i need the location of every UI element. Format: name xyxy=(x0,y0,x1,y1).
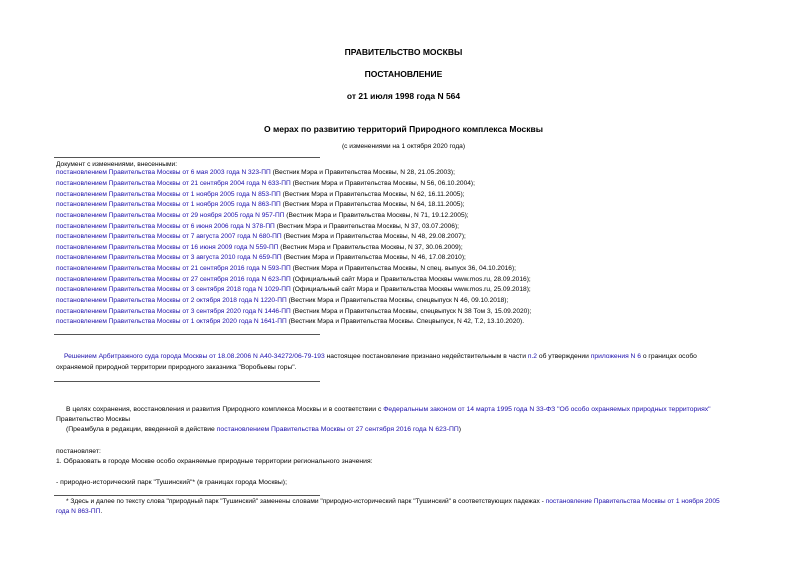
amendment-source: (Вестник Мэра и Правительства Москвы, N 56, 06.10.2004); xyxy=(290,180,475,187)
list-item xyxy=(56,180,475,187)
amendment-source: (Вестник Мэра и Правительства Москвы, N 71, 19.12.2005); xyxy=(284,212,469,219)
preamble-edit-note xyxy=(66,426,461,433)
revision-note: (с изменениями на 1 октября 2020 года) xyxy=(341,143,466,150)
amendment-source: (Вестник Мэра и Правительства Москвы, N спец. выпуск 36, 04.10.2016); xyxy=(290,265,516,272)
footnote-line2 xyxy=(56,508,102,515)
list-item xyxy=(56,254,466,261)
list-item xyxy=(56,212,469,219)
amendment-link[interactable]: постановлением Правительства Москвы от 7 августа 2007 года N 680-ПП xyxy=(56,233,282,240)
edit-note-text: ) xyxy=(458,426,461,433)
amendment-link[interactable]: постановлением Правительства Москвы от 21 сентября 2004 года N 633-ПП xyxy=(56,180,291,187)
list-item xyxy=(56,233,466,240)
amendment-source: (Вестник Мэра и Правительства Москвы, N 64, 18.11.2005); xyxy=(280,201,465,208)
point-1: 1. Образовать в городе Москве особо охраняемые природные территории регионального значения: xyxy=(56,458,373,465)
divider xyxy=(54,381,320,382)
org-heading: ПРАВИТЕЛЬСТВО МОСКВЫ xyxy=(344,47,463,57)
list-item xyxy=(56,191,464,198)
amendment-source: (Вестник Мэра и Правительства Москвы. Спецвыпуск, N 42, Т.2, 13.10.2020). xyxy=(286,318,525,325)
paragraph-2-link[interactable]: п.2 xyxy=(527,353,538,360)
changes-intro: Документ с изменениями, внесенными: xyxy=(56,161,178,168)
list-item xyxy=(56,169,455,176)
footnote-link[interactable]: года N 863-ПП xyxy=(56,508,101,515)
amendment-link[interactable]: постановлением Правительства Москвы от 27 сентября 2016 года N 623-ПП xyxy=(56,276,291,283)
list-item xyxy=(56,244,463,251)
list-item xyxy=(56,276,531,283)
resolves-text: постановляет: xyxy=(56,448,101,455)
appendix-6-link[interactable]: приложения N 6 xyxy=(590,353,641,360)
park-item: - природно-исторический парк "Тушинский"* (в границах города Москвы); xyxy=(56,479,287,486)
federal-law-link[interactable]: Федеральным законом от 14 марта 1995 года N 33-ФЗ "Об особо охраняемых природных территориях" xyxy=(383,406,711,413)
amendment-source: (Вестник Мэра и Правительства Москвы, N 62, 16.11.2005); xyxy=(280,191,465,198)
amendment-source: (Вестник Мэра и Правительства Москвы, спецвыпуск N 38 Том 3, 15.09.2020); xyxy=(290,308,532,315)
list-item xyxy=(56,223,459,230)
amendment-link[interactable]: постановлением Правительства Москвы от 3 августа 2010 года N 659-ПП xyxy=(56,254,282,261)
list-item xyxy=(56,308,531,315)
court-decision-link[interactable]: Решением Арбитражного суда города Москвы от 18.08.2006 N А40-34272/06-79-193 xyxy=(64,353,325,360)
footnote-divider xyxy=(54,495,320,496)
amendment-link[interactable]: постановлением Правительства Москвы от 3 сентября 2018 года N 1029-ПП xyxy=(56,286,291,293)
amendment-source: (Вестник Мэра и Правительства Москвы, N 46, 17.08.2010); xyxy=(281,254,466,261)
preamble xyxy=(66,406,711,413)
amendment-link[interactable]: постановлением Правительства Москвы от 6 мая 2003 года N 323-ПП xyxy=(56,169,271,176)
list-item xyxy=(56,265,516,272)
divider xyxy=(54,157,320,158)
court-note-text: о границах особо xyxy=(640,353,697,360)
amendment-link[interactable]: постановлением Правительства Москвы от 6 июня 2006 года N 378-ПП xyxy=(56,223,275,230)
court-note-text: об утверждении xyxy=(537,353,591,360)
edit-note-text: (Преамбула в редакции, введенной в действие xyxy=(66,426,217,433)
amendment-source: (Вестник Мэра и Правительства Москвы, спецвыпуск N 46, 09.10.2018); xyxy=(286,297,509,304)
footnote-text: . xyxy=(100,508,103,515)
court-note-text: настоящее постановление признано недействительным в части xyxy=(324,353,528,360)
amendment-source: (Официальный сайт Мэра и Правительства Москвы www.mos.ru, 28.09.2016); xyxy=(290,276,531,283)
preamble-text: В целях сохранения, восстановления и развития Природного комплекса Москвы и в соответствии с xyxy=(66,406,384,413)
amendment-link[interactable]: постановлением Правительства Москвы от 29 ноября 2005 года N 957-ПП xyxy=(56,212,285,219)
footnote-link[interactable]: постановление Правительства Москвы от 1 ноября 2005 xyxy=(545,498,720,505)
amendment-source: (Вестник Мэра и Правительства Москвы, N 48, 29.08.2007); xyxy=(281,233,466,240)
footnote-text: * Здесь и далее по тексту слова "природный парк "Тушинский" заменены словами "природно-исторический парк "Тушинский" в соответствующих падежах - xyxy=(66,498,546,505)
edit-source-link[interactable]: постановлением Правительства Москвы от 27 сентября 2016 года N 623-ПП xyxy=(216,426,459,433)
amendment-link[interactable]: постановлением Правительства Москвы от 1 октября 2020 года N 1641-ПП xyxy=(56,318,287,325)
document-title: О мерах по развитию территорий Природного комплекса Москвы xyxy=(264,124,543,134)
doc-type-heading: ПОСТАНОВЛЕНИЕ xyxy=(364,69,443,79)
footnote xyxy=(66,498,720,505)
amendment-link[interactable]: постановлением Правительства Москвы от 1 ноября 2005 года N 863-ПП xyxy=(56,201,281,208)
list-item xyxy=(56,201,464,208)
list-item xyxy=(56,297,508,304)
date-number: от 21 июля 1998 года N 564 xyxy=(346,91,461,101)
amendment-source: (Вестник Мэра и Правительства Москвы, N 28, 21.05.2003); xyxy=(270,169,455,176)
amendment-link[interactable]: постановлением Правительства Москвы от 1 ноября 2005 года N 853-ПП xyxy=(56,191,281,198)
amendment-source: (Вестник Мэра и Правительства Москвы, N 37, 03.07.2006); xyxy=(274,223,459,230)
amendment-source: (Вестник Мэра и Правительства Москвы, N 37, 30.06.2009); xyxy=(278,244,463,251)
court-note-line2: охраняемой природной территории природного заказника "Воробьевы горы". xyxy=(56,364,297,371)
list-item xyxy=(56,318,524,325)
list-item xyxy=(56,286,531,293)
amendment-source: (Официальный сайт Мэра и Правительства Москвы www.mos.ru, 25.09.2018); xyxy=(290,286,531,293)
amendment-link[interactable]: постановлением Правительства Москвы от 2 октября 2018 года N 1220-ПП xyxy=(56,297,287,304)
amendment-link[interactable]: постановлением Правительства Москвы от 16 июня 2009 года N 559-ПП xyxy=(56,244,279,251)
court-note xyxy=(56,353,766,360)
divider xyxy=(54,334,320,335)
amendment-link[interactable]: постановлением Правительства Москвы от 21 сентября 2016 года N 593-ПП xyxy=(56,265,291,272)
amendment-link[interactable]: постановлением Правительства Москвы от 3 сентября 2020 года N 1446-ПП xyxy=(56,308,291,315)
preamble-line2: Правительство Москвы xyxy=(56,416,131,423)
